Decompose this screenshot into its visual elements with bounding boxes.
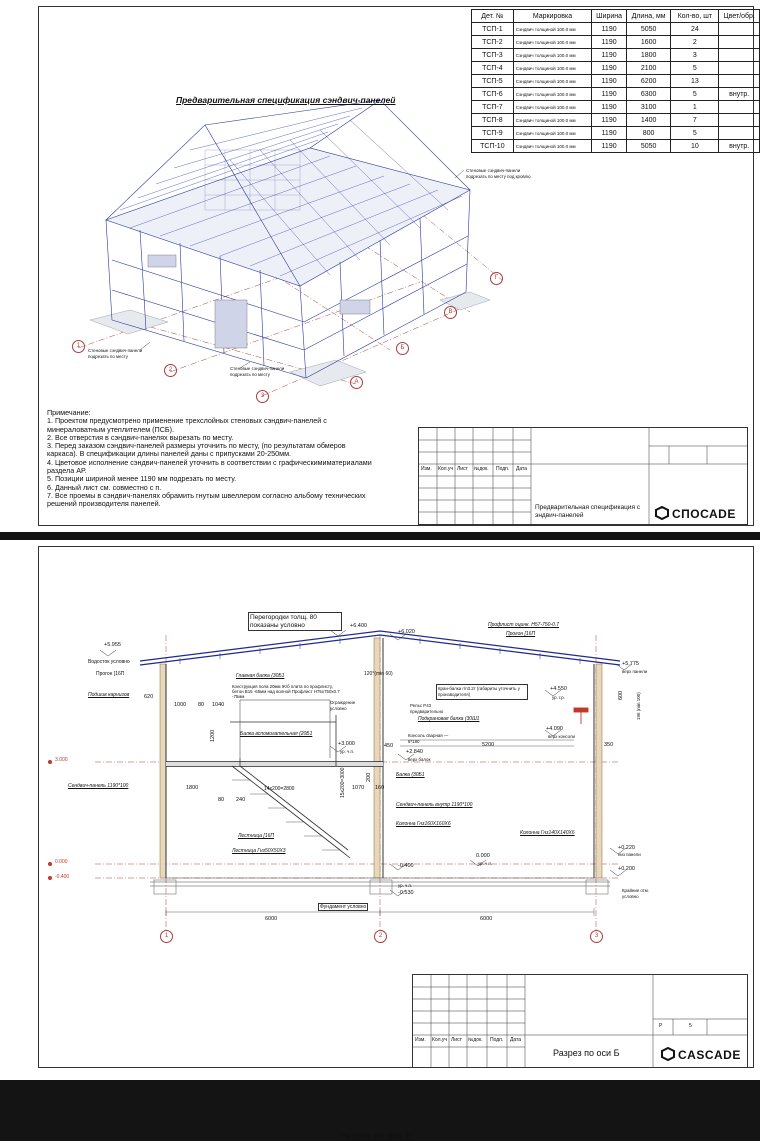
- axis-marker-s2-3: 3: [590, 930, 603, 943]
- spec-cell: 6200: [626, 75, 670, 88]
- label-sendvich: Сендвич-панель 1190*100: [68, 783, 129, 789]
- dim-200: 200: [366, 772, 372, 782]
- label-rels: Рельс Р43 предварительно: [410, 703, 444, 714]
- note-line: 3. Перед заказом сэндвич-панелей размеры уточнить по месту, (по результатам обмеров: [47, 441, 346, 451]
- level-left-3000: 3.000: [55, 757, 68, 763]
- label-konsol: Консоль сварная — 8*180: [408, 733, 449, 744]
- spec-cell: 1190: [592, 23, 627, 36]
- logo-mark-icon-2: [661, 1047, 675, 1061]
- spec-cell: 1190: [592, 140, 627, 153]
- dim-1000: 1000: [174, 702, 187, 708]
- spec-row: [472, 36, 760, 49]
- level-3000: +3.000: [338, 741, 355, 747]
- axis-marker-3: 3: [256, 390, 269, 403]
- label-balka30: Балка (30Б1: [396, 772, 425, 778]
- tb2-col-list: Лист: [451, 1037, 462, 1043]
- axis-marker-2: 2: [164, 364, 177, 377]
- spec-cell: ТСП-8: [472, 114, 514, 127]
- titleblock-sheet1: [418, 427, 748, 525]
- spec-cell: ТСП-7: [472, 101, 514, 114]
- spec-cell: Сэндвич толщиной 100.0 мм: [513, 127, 592, 140]
- spec-cell: 1: [671, 101, 719, 114]
- axis-marker-b: Б: [396, 342, 409, 355]
- level-2840-note: верх балок: [408, 757, 431, 762]
- sheet1-title: Предварительная спецификация сэндвич-панелей: [176, 95, 396, 105]
- spec-cell: 1800: [626, 49, 670, 62]
- dim-1800: 1800: [186, 785, 199, 791]
- note-line: минераловатным утеплителем (ПСБ).: [47, 424, 174, 434]
- logo-mark-icon: [655, 506, 669, 520]
- dim-1200: 1200: [210, 729, 216, 742]
- tb2-col-kol: Кол.уч: [432, 1037, 447, 1043]
- label-vodostok: Водосток условно: [88, 659, 130, 665]
- col-header: Дет. №: [472, 10, 514, 23]
- spec-cell: [719, 36, 760, 49]
- label-progon2: Прогон [16П: [96, 671, 125, 677]
- spec-cell: 3100: [626, 101, 670, 114]
- label-podshiv: Подшив карнизов: [88, 692, 130, 698]
- dim-350: 350: [604, 742, 614, 748]
- note-line: каркаса). В спецификации длины панелей даны с припусками 20-250мм.: [47, 449, 292, 459]
- tb2-sheet: 5: [689, 1023, 692, 1029]
- axis-marker-s2-1: 1: [160, 930, 173, 943]
- note-line: решений производителя панелей.: [47, 499, 161, 509]
- level-ur-gr: ур. г.р.: [552, 695, 565, 700]
- note-line: Примечание:: [47, 408, 91, 417]
- spec-table-body: [472, 23, 760, 153]
- spec-row: [472, 88, 760, 101]
- logo-text-2: CASCADE: [678, 1048, 741, 1062]
- callout-roof: Стеновые сэндвич-панели подрезать по месту под кровлю: [466, 168, 531, 179]
- spec-cell: [719, 101, 760, 114]
- spec-cell: ТСП-5: [472, 75, 514, 88]
- spec-cell: 13: [671, 75, 719, 88]
- spec-cell: внутр.: [719, 140, 760, 153]
- note-line: 4. Цветовое исполнение сэндвич-панелей уточнить в соответствии с графическимиматериалами: [47, 457, 372, 467]
- spec-cell: 1190: [592, 88, 627, 101]
- label-kolonna140: Колонна Гнз140Х140Х6: [520, 830, 575, 836]
- tb2-stage: Р: [659, 1023, 663, 1029]
- callout-left: Стеновые сэндвич-панели подрезать по месту: [88, 348, 143, 359]
- col-header: Ширина: [592, 10, 627, 23]
- spec-cell: 1190: [592, 114, 627, 127]
- label-balka-vspom: Балка вспомогательная (20Б1: [240, 731, 313, 737]
- spec-cell: 2: [671, 36, 719, 49]
- label-ograzhd: Ограждение условно: [330, 700, 356, 711]
- spec-row: [472, 75, 760, 88]
- axis-marker-g: Г: [490, 272, 503, 285]
- tb-col-ndok: №док.: [474, 466, 489, 472]
- level-0220: +0.220: [618, 845, 635, 851]
- label-progon: Прогон [16П: [506, 631, 536, 637]
- spec-cell: 5050: [626, 23, 670, 36]
- tb-col-kol: Кол.уч: [438, 466, 453, 472]
- tb-col-izm: Изм.: [421, 466, 432, 472]
- dim-450: 450: [384, 743, 394, 749]
- spec-cell: [719, 23, 760, 36]
- spec-cell: 24: [671, 23, 719, 36]
- label-fundament: Фундамент условно: [320, 904, 367, 910]
- spec-cell: [719, 114, 760, 127]
- tb-col-list: Лист: [457, 466, 468, 472]
- level-0000: 0.000: [476, 853, 490, 859]
- dim-6000a: 6000: [265, 916, 278, 922]
- spec-cell: Сэндвич толщиной 100.0 мм: [513, 88, 592, 101]
- spec-cell: 5: [671, 62, 719, 75]
- spec-cell: 1190: [592, 101, 627, 114]
- spec-cell: 1190: [592, 62, 627, 75]
- company-logo-2: [661, 1047, 741, 1062]
- label-profnastil: Профлист оцинк. Н57-750-0.7: [488, 622, 560, 628]
- label-roof-slope: 120°(min 60): [364, 671, 393, 677]
- label-glavnaya: Главная балка (30Б1: [236, 673, 285, 679]
- spec-cell: [719, 49, 760, 62]
- dim-6000b: 6000: [480, 916, 493, 922]
- label-konstr: Конструкция пола 20мм Ж/б плита по профлисту, бетон В15 -65мм над волной Профлист Н75х750х0.7 -75мм: [232, 684, 340, 699]
- spec-cell: 7: [671, 114, 719, 127]
- dim-5200: 5200: [482, 742, 495, 748]
- note-line: раздела АР.: [47, 466, 87, 476]
- dim-600: 600: [618, 690, 624, 700]
- label-lestnica2: Лестница Гнз50Х50Х3: [232, 848, 286, 854]
- spec-cell: 800: [626, 127, 670, 140]
- spec-cell: 1190: [592, 127, 627, 140]
- level-0200: +0.200: [618, 866, 635, 872]
- level-4090: +4.090: [546, 726, 563, 732]
- tb-col-podp: Подп.: [496, 466, 510, 472]
- company-logo: [655, 506, 736, 521]
- sheet2-title: Разрез по оси Б: [340, 1131, 412, 1141]
- tb-col-data: Дата: [516, 466, 528, 472]
- note-line: 1. Проектом предусмотрено применение трехслойных стеновых сэндвич-панелей с: [47, 416, 327, 426]
- spec-cell: 5050: [626, 140, 670, 153]
- spec-cell: 1190: [592, 36, 627, 49]
- spec-cell: ТСП-10: [472, 140, 514, 153]
- tb2-col-ndok: №док.: [468, 1037, 483, 1043]
- spec-cell: ТСП-4: [472, 62, 514, 75]
- spec-cell: ТСП-2: [472, 36, 514, 49]
- tb2-col-podp: Подп.: [490, 1037, 504, 1043]
- spec-cell: ТСП-1: [472, 23, 514, 36]
- spec-cell: Сэндвич толщиной 100.0 мм: [513, 36, 592, 49]
- level-m0400: -0.400: [398, 863, 414, 869]
- note-line: 7. Все проемы в сэндвич-панелях обрамить гнутым швеллером согласно альбому технических: [47, 490, 366, 500]
- spec-cell: Сэндвич толщиной 100.0 мм: [513, 49, 592, 62]
- level-ur-ch3: ур. ч.п.: [398, 883, 413, 888]
- spec-row: [472, 49, 760, 62]
- axis-marker-v: В: [444, 306, 457, 319]
- spec-cell: Сэндвич толщиной 100.0 мм: [513, 23, 592, 36]
- spec-row: [472, 127, 760, 140]
- spec-cell: внутр.: [719, 88, 760, 101]
- axis-marker-s2-2: 2: [374, 930, 387, 943]
- spec-cell: 3: [671, 49, 719, 62]
- col-header: Цвет/обр.: [719, 10, 760, 23]
- axis-marker-1: 1: [72, 340, 85, 353]
- tb2-col-izm: Изм.: [415, 1037, 426, 1043]
- spec-cell: 6300: [626, 88, 670, 101]
- note-line: 5. Позиции шириной менее 1190 мм подрезать по месту.: [47, 474, 237, 484]
- level-ur-ch2: ур. ч.п.: [478, 861, 493, 866]
- label-kraynie: Крайние отм. условно: [622, 888, 650, 899]
- dim-80: 80: [198, 702, 205, 708]
- spec-cell: Сэндвич толщиной 100.0 мм: [513, 140, 592, 153]
- spec-cell: 1190: [592, 75, 627, 88]
- spec-cell: 1600: [626, 36, 670, 49]
- dim-160: 160: [375, 785, 385, 791]
- spec-row: [472, 62, 760, 75]
- titleblock-sheet-name: Предварительная спецификация с эндвич-панелей: [535, 504, 641, 519]
- dim-240: 240: [236, 797, 246, 803]
- spec-row: [472, 140, 760, 153]
- level-left-m0400: -0.400: [55, 874, 70, 880]
- label-peregorodki: Перегородки толщ. 80 показаны условно: [248, 612, 342, 631]
- logo-text: СПОСАDЕ: [672, 507, 736, 521]
- dim-80b: 80: [218, 797, 225, 803]
- spec-cell: [719, 127, 760, 140]
- spec-cell: [719, 75, 760, 88]
- col-header: Длина, мм: [626, 10, 670, 23]
- level-0220-note: низ панели: [618, 852, 641, 857]
- spec-cell: [719, 62, 760, 75]
- label-kran: Кран-балка г/п3.2т (габариты уточнить у производителя): [436, 684, 528, 700]
- label-stair-dim: 14х200=2800: [264, 786, 295, 792]
- level-left-0000: 0.000: [55, 859, 68, 865]
- label-podkran: Подкрановая балка (30Ш1: [418, 716, 480, 722]
- level-6020: +6.020: [398, 629, 415, 635]
- spec-cell: Сэндвич толщиной 100.0 мм: [513, 62, 592, 75]
- spec-cell: 1400: [626, 114, 670, 127]
- dim-1040: 1040: [212, 702, 225, 708]
- spec-cell: ТСП-3: [472, 49, 514, 62]
- panel-spec-table: [471, 9, 760, 153]
- level-5775-note: верх панели: [622, 669, 648, 674]
- level-5775: +5.775: [622, 661, 639, 667]
- dim-1070: 1070: [352, 785, 365, 791]
- level-6400: +6.400: [350, 623, 367, 629]
- spec-cell: 5: [671, 88, 719, 101]
- spec-cell: 10: [671, 140, 719, 153]
- label-lestnica: Лестница [16П: [238, 833, 275, 839]
- dim-620: 620: [144, 694, 154, 700]
- level-2840: +2.840: [406, 749, 423, 755]
- spec-cell: ТСП-9: [472, 127, 514, 140]
- spec-cell: 5: [671, 127, 719, 140]
- level-4550: +4.550: [550, 686, 567, 692]
- sheet-section: [0, 540, 760, 1141]
- notes-block: [47, 409, 417, 509]
- level-ur-ch: ур. ч.п.: [340, 749, 355, 754]
- spec-cell: 2100: [626, 62, 670, 75]
- spec-cell: Сэндвич толщиной 100.0 мм: [513, 101, 592, 114]
- spec-cell: Сэндвич толщиной 100.0 мм: [513, 75, 592, 88]
- level-m0530: -0.530: [398, 890, 414, 896]
- note-line: 2. Все отверстия в сэндвич-панелях вырезать по месту.: [47, 432, 234, 442]
- spec-cell: Сэндвич толщиной 100.0 мм: [513, 114, 592, 127]
- spec-row: [472, 101, 760, 114]
- dim-196: 196 (min 100): [636, 692, 641, 720]
- spec-row: [472, 23, 760, 36]
- col-header: Маркировка: [513, 10, 592, 23]
- label-stair-dim2: 15х200=3000: [340, 767, 346, 798]
- axis-marker-a: А: [350, 376, 363, 389]
- spec-cell: ТСП-6: [472, 88, 514, 101]
- level-5955: +5.955: [104, 642, 121, 648]
- tb2-col-data: Дата: [510, 1037, 522, 1043]
- titleblock-sheet2: [412, 974, 748, 1068]
- titleblock2-sheet-name: Разрез по оси Б: [553, 1048, 620, 1058]
- spec-row: [472, 114, 760, 127]
- note-line: 6. Данный лист см. совместно с п.: [47, 482, 162, 492]
- col-header: Кол-во, шт: [671, 10, 719, 23]
- callout-center: Стеновые сэндвич-панели подрезать по месту: [230, 366, 285, 377]
- spec-cell: 1190: [592, 49, 627, 62]
- label-kolonna160: Колонна Гнз160Х160Х6: [396, 821, 451, 827]
- label-sendvich-vnutr: Сендвич-панель внутр 1190*100: [396, 802, 473, 808]
- sheet-spec: [0, 0, 760, 532]
- level-4090-note: верх консоли: [548, 734, 575, 739]
